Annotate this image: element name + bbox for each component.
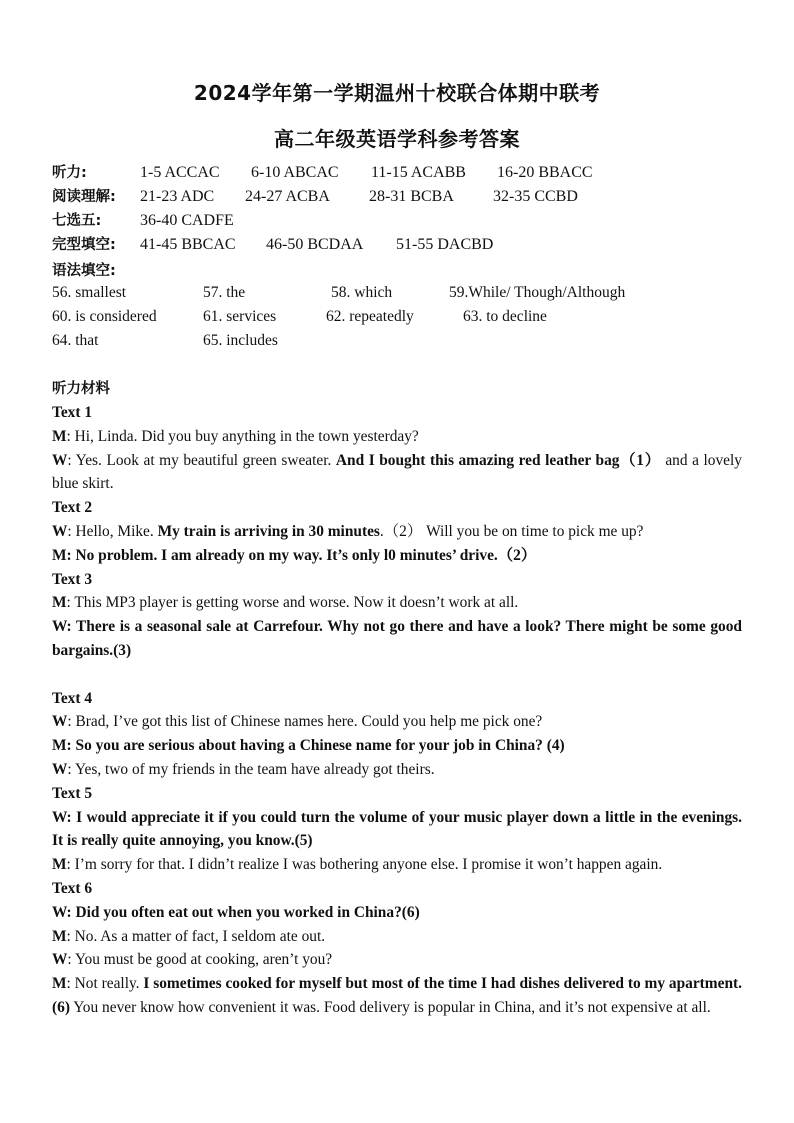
answer-cue-text: I sometimes cooked for myself but most of the time I had dishes delivered to my apartment.(6) [52,975,742,1016]
dialogue-text: : Yes. Look at my beautiful green sweater. [67,451,336,469]
dialogue-line [52,544,742,568]
answer-cell: 6-10 ABCAC [251,164,339,181]
answer-cell: 46-50 BCDAA [266,236,364,253]
answer-label: 听力: [52,165,87,181]
answer-cell: 51-55 DACBD [396,236,494,253]
answer-cue-text: And I bought this amazing red leather bag（1） [335,451,661,469]
dialogue-text: : You must be good at cooking, aren’t you? [67,951,333,969]
grammar-answer: 57. the [203,284,246,301]
speaker-label: W [52,522,68,540]
answer-label: 完型填空: [52,237,116,253]
dialogue-line [52,449,742,497]
grammar-answer: 60. is considered [52,308,157,325]
text-heading: Text 5 [52,784,93,802]
answer-cue-text: : Did you often eat out when you worked in China?(6) [66,903,420,921]
dialogue-line [52,806,742,854]
answer-cue-text: : I would appreciate it if you could turn the volume of your music player down a little in the evenings. It is really quite annoying, you know.(5) [52,808,742,850]
dialogue-line [52,901,742,925]
dialogue-text: You never know how convenient it was. Food delivery is popular in China, and it’s not expensive at all. [69,998,711,1016]
answer-cue-text: : No problem. I am already on my way. It’s only l0 minutes’ drive.（2） [66,546,537,564]
speaker-label: W [52,451,68,469]
listening-script [52,401,742,1020]
dialogue-line [52,615,742,663]
dialogue-text: : Not really. [66,975,144,993]
dialogue-line [52,520,742,544]
grammar-answer: 65. includes [203,332,278,349]
text-heading: Text 4 [52,689,93,707]
speaker-label: W [52,903,67,921]
text-heading: Text 1 [52,404,93,421]
answer-cue-text: : So you are serious about having a Chinese name for your job in China? (4) [66,737,565,755]
grammar-answer: 64. that [52,332,99,349]
dialogue-text: and a lovely blue skirt. [52,451,742,493]
dialogue-line [52,948,742,972]
speaker-label: M [52,975,67,993]
answer-cell: 11-15 ACABB [371,164,466,181]
dialogue-line [52,591,742,615]
dialogue-text: : Brad, I’ve got this list of Chinese names here. Could you help me pick one? [67,713,543,731]
grammar-answer: 56. smallest [52,284,127,301]
answer-cell: 1-5 ACCAC [140,164,220,181]
speaker-label: W [52,760,68,778]
dialogue-text: : Hello, Mike. [67,522,158,540]
grammar-answer: 62. repeatedly [326,308,414,325]
speaker-label: W [52,713,68,731]
grammar-answer: 61. services [203,308,277,325]
dialogue-line [52,972,742,1020]
dialogue-text: .（2） Will you be on time to pick me up? [379,522,644,540]
speaker-label: M [52,594,67,612]
section-gap [52,663,742,687]
text-heading: Text 6 [52,879,93,897]
speaker-label: M [52,737,67,755]
grammar-label: 语法填空: [52,263,116,279]
answer-cell: 36-40 CADFE [140,212,234,229]
answer-cell: 32-35 CCBD [493,188,578,205]
dialogue-line [52,710,742,734]
answer-cell: 41-45 BBCAC [140,236,236,253]
speaker-label: M [52,546,67,564]
page-title: 2024学年第一学期温州十校联合体期中联考 [193,81,601,105]
answer-label: 七选五: [52,213,102,229]
dialogue-line [52,925,742,949]
dialogue-text: : No. As a matter of fact, I seldom ate out. [66,927,326,945]
answer-label: 阅读理解: [52,189,116,205]
speaker-label: M [52,856,67,874]
speaker-label: W [52,808,67,826]
speaker-label: M [52,427,67,445]
page-subtitle: 高二年级英语学科参考答案 [274,127,520,151]
text-heading: Text 2 [52,499,93,517]
dialogue-line [52,758,742,782]
dialogue-line [52,734,742,758]
grammar-answer: 58. which [331,284,393,301]
speaker-label: M [52,927,67,945]
dialogue-text: : Hi, Linda. Did you buy anything in the town yesterday? [66,427,419,445]
speaker-label: W [52,951,68,969]
dialogue-text: : I’m sorry for that. I didn’t realize I was bothering anyone else. I promise it won’t happen again. [66,856,663,874]
dialogue-line [52,425,742,449]
speaker-label: W [52,618,67,636]
answer-cell: 28-31 BCBA [369,188,454,205]
answer-cue-text: My train is arriving in 30 minutes [157,522,380,540]
dialogue-text: : This MP3 player is getting worse and worse. Now it doesn’t work at all. [66,594,519,612]
answer-cell: 21-23 ADC [140,188,215,205]
grammar-answer: 59.While/ Though/Although [449,284,626,301]
listening-script-title: 听力材料 [52,381,110,397]
dialogue-text: : Yes, two of my friends in the team have already got theirs. [67,760,435,778]
dialogue-line [52,853,742,877]
answer-cell: 24-27 ACBA [245,188,330,205]
text-heading: Text 3 [52,570,93,588]
grammar-answer: 63. to decline [463,308,547,325]
answer-cell: 16-20 BBACC [497,164,593,181]
answer-cue-text: : There is a seasonal sale at Carrefour. Why not go there and have a look? There might be some good bargains.(3) [52,618,742,659]
